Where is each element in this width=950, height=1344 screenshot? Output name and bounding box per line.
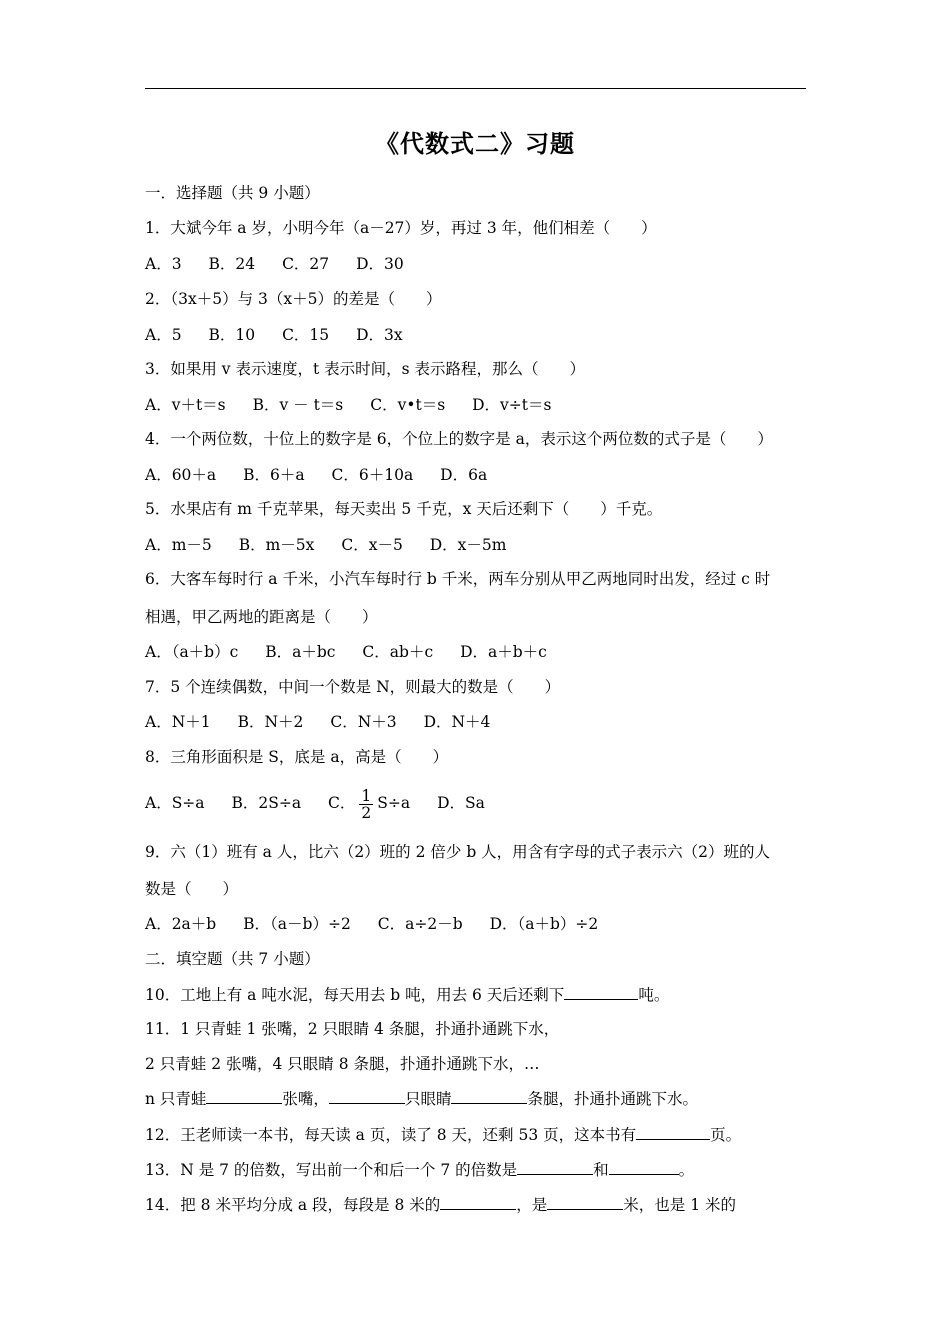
question-11-text-2: 张嘴， (282, 1090, 329, 1108)
option-c: C．6＋10a (331, 466, 414, 484)
answer-blank[interactable] (564, 985, 638, 1000)
option-d: D．Sa (437, 794, 485, 812)
question-14-text: 14．把 8 米平均分成 a 段，每段是 8 米的 (145, 1196, 441, 1214)
section-heading-choice: 一．选择题（共 9 小题） (145, 184, 320, 202)
fraction-one-half (359, 788, 373, 821)
option-d: D．v÷t＝s (472, 396, 552, 414)
question-10-suffix: 吨。 (638, 986, 670, 1004)
question-11-text-1: n 只青蛙 (145, 1090, 207, 1108)
question-12 (145, 1125, 741, 1145)
question-10 (145, 985, 669, 1005)
question-9-line-1: 9．六（1）班有 a 人，比六（2）班的 2 倍少 b 人，用含有字母的式子表示六（2）班的人 (145, 843, 771, 861)
answer-blank[interactable] (206, 1089, 282, 1104)
answer-blank[interactable] (440, 1195, 516, 1210)
option-c: C．a÷2－b (377, 915, 463, 933)
fraction-denominator: 2 (361, 803, 372, 822)
answer-blank[interactable] (517, 1160, 593, 1175)
option-d: D．a＋b＋c (460, 643, 547, 661)
option-c: C．v•t＝s (370, 396, 446, 414)
option-b: B．6＋a (243, 466, 305, 484)
option-a: A．3 (145, 255, 182, 273)
option-a: A．m－5 (145, 536, 212, 554)
question-12-suffix: 页。 (710, 1126, 742, 1144)
option-c: C．27 (282, 255, 330, 273)
option-c: C．15 (282, 326, 330, 344)
option-b: B．10 (208, 326, 256, 344)
option-c: C．N＋3 (330, 713, 397, 731)
question-9-line-2: 数是（ ） (145, 880, 239, 898)
question-1: 1．大斌今年 a 岁，小明今年（a－27）岁，再过 3 年，他们相差（ ） (145, 219, 657, 237)
question-10-text: 10．工地上有 a 吨水泥，每天用去 b 吨，用去 6 天后还剩下 (145, 986, 565, 1004)
question-8-options (145, 779, 485, 827)
question-3-options (145, 395, 551, 415)
option-b: B．m－5x (238, 536, 315, 554)
question-5: 5．水果店有 m 千克苹果，每天卖出 5 千克，x 天后还剩下（ ）千克。 (145, 500, 663, 518)
question-1-options (145, 254, 404, 274)
question-5-options (145, 535, 506, 555)
fraction-numerator: 1 (361, 786, 372, 805)
answer-blank[interactable] (609, 1160, 679, 1175)
question-7: 7．5 个连续偶数，中间一个数是 N，则最大的数是（ ） (145, 678, 561, 696)
question-11-line-1: 11．1 只青蛙 1 张嘴，2 只眼睛 4 条腿，扑通扑通跳下水， (145, 1020, 560, 1038)
question-11-text-3: 只眼睛 (404, 1090, 452, 1108)
question-6-line-1: 6．大客车每时行 a 千米，小汽车每时行 b 千米，两车分别从甲乙两地同时出发，经过 c 时 (145, 570, 771, 588)
question-14-mid-1: ，是 (516, 1196, 548, 1214)
question-13-mid: 和 (593, 1161, 609, 1179)
option-a: A．2a＋b (145, 915, 217, 933)
answer-blank[interactable] (547, 1195, 623, 1210)
page-title: 《代数式二》习题 (375, 129, 575, 158)
option-d: D．6a (440, 466, 488, 484)
option-d: D．30 (356, 255, 404, 273)
question-11-line-3 (145, 1089, 698, 1109)
question-3: 3．如果用 v 表示速度，t 表示时间，s 表示路程，那么（ ） (145, 360, 586, 378)
option-d: D．x－5m (429, 536, 507, 554)
option-c: C．ab＋c (362, 643, 434, 661)
question-12-text: 12．王老师读一本书，每天读 a 页，读了 8 天，还剩 53 页，这本书有 (145, 1126, 637, 1144)
question-14 (145, 1195, 736, 1215)
question-13-text: 13．N 是 7 的倍数，写出前一个和后一个 7 的倍数是 (145, 1161, 518, 1179)
answer-blank[interactable] (329, 1089, 405, 1104)
question-11-text-4: 条腿，扑通扑通跳下水。 (527, 1090, 698, 1108)
option-b: B．N＋2 (237, 713, 304, 731)
option-d: D．（a＋b）÷2 (489, 915, 599, 933)
option-b: B．（a－b）÷2 (243, 915, 351, 933)
option-a: A．（a＋b）c (145, 643, 239, 661)
question-4: 4．一个两位数，十位上的数字是 6，个位上的数字是 a，表示这个两位数的式子是（ ） (145, 430, 773, 448)
question-6-line-2: 相遇，甲乙两地的距离是（ ） (145, 608, 378, 626)
question-13 (145, 1160, 694, 1180)
option-b: B．24 (208, 255, 256, 273)
option-b: B．v － t＝s (252, 396, 344, 414)
option-c-prefix: C． (328, 794, 356, 812)
answer-blank[interactable] (451, 1089, 527, 1104)
option-a: A．v＋t＝s (145, 396, 226, 414)
option-c-suffix: S÷a (377, 794, 411, 812)
header-rule (145, 88, 806, 89)
option-c: C．x－5 (341, 536, 403, 554)
question-7-options (145, 712, 490, 732)
option-b: B．2S÷a (231, 794, 302, 812)
section-heading-fill-blank: 二．填空题（共 7 小题） (145, 950, 320, 968)
question-13-suffix: 。 (678, 1161, 695, 1179)
question-11-line-2: 2 只青蛙 2 张嘴，4 只眼睛 8 条腿，扑通扑通跳下水，… (145, 1055, 540, 1073)
option-a: A．S÷a (145, 794, 205, 812)
option-a: A．5 (145, 326, 182, 344)
option-d: D．3x (356, 326, 403, 344)
question-14-mid-2: 米，也是 1 米的 (623, 1196, 736, 1214)
option-b: B．a＋bc (265, 643, 336, 661)
question-2: 2．（3x＋5）与 3（x＋5）的差是（ ） (145, 290, 442, 308)
option-a: A．N＋1 (145, 713, 211, 731)
answer-blank[interactable] (636, 1125, 710, 1140)
question-6-options (145, 642, 547, 662)
question-8: 8．三角形面积是 S，底是 a，高是（ ） (145, 748, 449, 766)
question-9-options (145, 914, 598, 934)
question-2-options (145, 325, 403, 345)
question-4-options (145, 465, 487, 485)
option-d: D．N＋4 (423, 713, 491, 731)
option-a: A．60＋a (145, 466, 217, 484)
